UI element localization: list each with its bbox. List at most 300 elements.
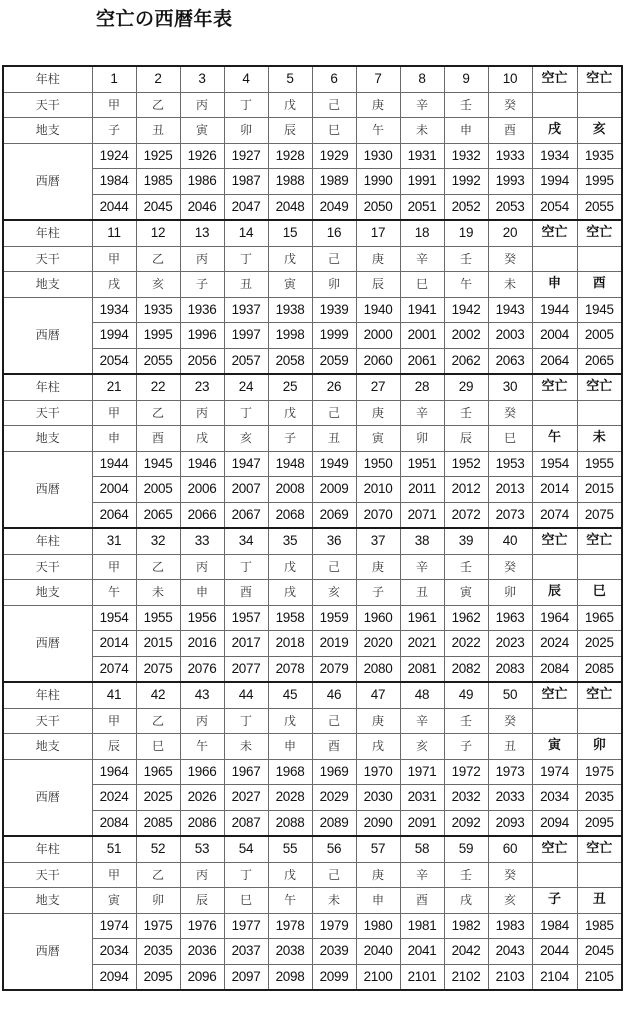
pillar-label: 年柱	[3, 836, 92, 862]
branch-cell: 酉	[488, 118, 532, 144]
year-cell: 2019	[312, 631, 356, 657]
kubou-header: 空亡	[577, 528, 622, 554]
stem-cell: 癸	[488, 246, 532, 272]
year-cell: 2051	[400, 194, 444, 220]
year-cell: 1960	[356, 605, 400, 631]
stem-cell: 戊	[268, 554, 312, 580]
year-cell: 1948	[268, 451, 312, 477]
kubou-header: 空亡	[532, 528, 577, 554]
year-cell: 2100	[356, 964, 400, 990]
year-row	[3, 913, 622, 939]
stem-cell: 丙	[180, 862, 224, 888]
stem-label: 天干	[3, 246, 92, 272]
pillar-number: 1	[92, 66, 136, 92]
pillar-number: 12	[136, 220, 180, 246]
year-cell: 1978	[268, 913, 312, 939]
branch-cell: 丑	[224, 272, 268, 298]
stem-cell: 甲	[92, 400, 136, 426]
year-cell: 1962	[444, 605, 488, 631]
year-cell: 1976	[180, 913, 224, 939]
pillar-number: 8	[400, 66, 444, 92]
year-cell: 2031	[400, 785, 444, 811]
branch-cell: 戌	[444, 888, 488, 914]
kubou-header: 空亡	[532, 66, 577, 92]
stem-cell: 辛	[400, 708, 444, 734]
pillar-label: 年柱	[3, 528, 92, 554]
stem-cell: 癸	[488, 708, 532, 734]
pillar-number: 39	[444, 528, 488, 554]
branch-cell: 卯	[400, 426, 444, 452]
pillar-number: 40	[488, 528, 532, 554]
kubou-branch: 丑	[577, 888, 622, 914]
year-cell: 2102	[444, 964, 488, 990]
year-row	[3, 785, 622, 811]
branch-cell: 辰	[268, 118, 312, 144]
stem-cell: 癸	[488, 554, 532, 580]
year-cell: 1983	[488, 913, 532, 939]
year-cell: 1967	[224, 759, 268, 785]
year-cell: 1934	[532, 143, 577, 169]
branch-cell: 未	[224, 734, 268, 760]
branch-label: 地支	[3, 272, 92, 298]
branch-label: 地支	[3, 426, 92, 452]
year-cell: 2003	[488, 323, 532, 349]
year-cell: 2059	[312, 348, 356, 374]
year-cell: 1965	[577, 605, 622, 631]
year-row	[3, 477, 622, 503]
stem-row	[3, 92, 622, 118]
branch-cell: 戌	[180, 426, 224, 452]
pillar-row	[3, 220, 622, 246]
stem-cell: 丙	[180, 708, 224, 734]
empty-cell	[532, 92, 577, 118]
branch-cell: 辰	[444, 426, 488, 452]
year-cell: 2064	[92, 502, 136, 528]
branch-row	[3, 118, 622, 144]
year-cell: 1986	[180, 169, 224, 195]
year-cell: 2007	[224, 477, 268, 503]
branch-cell: 子	[444, 734, 488, 760]
stem-cell: 壬	[444, 708, 488, 734]
year-cell: 1925	[136, 143, 180, 169]
branch-cell: 子	[92, 118, 136, 144]
year-cell: 2063	[488, 348, 532, 374]
year-cell: 2004	[92, 477, 136, 503]
year-cell: 2042	[444, 939, 488, 965]
year-cell: 2044	[532, 939, 577, 965]
year-cell: 1937	[224, 297, 268, 323]
year-cell: 1944	[532, 297, 577, 323]
year-cell: 1946	[180, 451, 224, 477]
branch-row	[3, 426, 622, 452]
year-cell: 1965	[136, 759, 180, 785]
kubou-branch: 未	[577, 426, 622, 452]
year-cell: 2069	[312, 502, 356, 528]
stem-cell: 戊	[268, 246, 312, 272]
year-cell: 2009	[312, 477, 356, 503]
year-row	[3, 169, 622, 195]
branch-cell: 申	[180, 580, 224, 606]
stem-cell: 己	[312, 246, 356, 272]
year-cell: 1996	[180, 323, 224, 349]
year-cell: 2089	[312, 810, 356, 836]
year-cell: 2088	[268, 810, 312, 836]
kubou-branch: 卯	[577, 734, 622, 760]
year-cell: 2084	[532, 656, 577, 682]
pillar-row	[3, 836, 622, 862]
year-cell: 1955	[577, 451, 622, 477]
pillar-row	[3, 528, 622, 554]
pillar-row	[3, 682, 622, 708]
year-cell: 1966	[180, 759, 224, 785]
pillar-number: 25	[268, 374, 312, 400]
stem-cell: 乙	[136, 554, 180, 580]
year-cell: 2045	[577, 939, 622, 965]
branch-cell: 寅	[444, 580, 488, 606]
year-cell: 2057	[224, 348, 268, 374]
branch-cell: 戌	[268, 580, 312, 606]
year-cell: 2006	[180, 477, 224, 503]
empty-cell	[577, 400, 622, 426]
pillar-number: 23	[180, 374, 224, 400]
stem-cell: 甲	[92, 246, 136, 272]
empty-cell	[577, 554, 622, 580]
pillar-number: 54	[224, 836, 268, 862]
stem-cell: 丙	[180, 246, 224, 272]
branch-label: 地支	[3, 118, 92, 144]
year-cell: 2062	[444, 348, 488, 374]
branch-cell: 寅	[92, 888, 136, 914]
branch-cell: 午	[180, 734, 224, 760]
year-cell: 2002	[444, 323, 488, 349]
pillar-number: 38	[400, 528, 444, 554]
branch-cell: 辰	[356, 272, 400, 298]
pillar-number: 19	[444, 220, 488, 246]
year-cell: 1941	[400, 297, 444, 323]
kubou-header: 空亡	[577, 374, 622, 400]
year-cell: 2045	[136, 194, 180, 220]
branch-cell: 巳	[224, 888, 268, 914]
year-row	[3, 605, 622, 631]
branch-label: 地支	[3, 734, 92, 760]
year-cell: 1985	[136, 169, 180, 195]
branch-cell: 亥	[488, 888, 532, 914]
year-cell: 1924	[92, 143, 136, 169]
pillar-number: 9	[444, 66, 488, 92]
pillar-number: 21	[92, 374, 136, 400]
year-cell: 2087	[224, 810, 268, 836]
year-cell: 2097	[224, 964, 268, 990]
year-cell: 2094	[532, 810, 577, 836]
year-cell: 2076	[180, 656, 224, 682]
year-cell: 2060	[356, 348, 400, 374]
year-cell: 2004	[532, 323, 577, 349]
year-cell: 1971	[400, 759, 444, 785]
empty-cell	[577, 246, 622, 272]
pillar-number: 49	[444, 682, 488, 708]
branch-cell: 申	[268, 734, 312, 760]
year-cell: 2065	[136, 502, 180, 528]
stem-label: 天干	[3, 554, 92, 580]
year-cell: 2073	[488, 502, 532, 528]
year-cell: 1979	[312, 913, 356, 939]
stem-cell: 戊	[268, 92, 312, 118]
year-row	[3, 759, 622, 785]
stem-cell: 丁	[224, 708, 268, 734]
kubou-branch: 寅	[532, 734, 577, 760]
branch-cell: 辰	[180, 888, 224, 914]
year-cell: 2061	[400, 348, 444, 374]
year-cell: 2098	[268, 964, 312, 990]
year-row	[3, 297, 622, 323]
stem-cell: 庚	[356, 400, 400, 426]
branch-cell: 巳	[136, 734, 180, 760]
year-cell: 2038	[268, 939, 312, 965]
year-cell: 1989	[312, 169, 356, 195]
stem-cell: 乙	[136, 862, 180, 888]
year-cell: 1995	[577, 169, 622, 195]
year-cell: 2039	[312, 939, 356, 965]
year-cell: 2001	[400, 323, 444, 349]
year-cell: 2044	[92, 194, 136, 220]
pillar-number: 26	[312, 374, 356, 400]
pillar-number: 57	[356, 836, 400, 862]
year-cell: 2013	[488, 477, 532, 503]
year-cell: 2103	[488, 964, 532, 990]
year-cell: 2047	[224, 194, 268, 220]
stem-row	[3, 246, 622, 272]
year-cell: 1993	[488, 169, 532, 195]
year-cell: 2105	[577, 964, 622, 990]
branch-cell: 午	[268, 888, 312, 914]
year-cell: 2035	[136, 939, 180, 965]
year-cell: 1975	[136, 913, 180, 939]
year-cell: 2029	[312, 785, 356, 811]
year-cell: 2025	[136, 785, 180, 811]
year-cell: 2035	[577, 785, 622, 811]
branch-cell: 亥	[400, 734, 444, 760]
stem-cell: 甲	[92, 92, 136, 118]
year-cell: 2085	[136, 810, 180, 836]
year-cell: 1969	[312, 759, 356, 785]
year-cell: 1942	[444, 297, 488, 323]
year-cell: 2071	[400, 502, 444, 528]
year-cell: 2079	[312, 656, 356, 682]
stem-cell: 辛	[400, 92, 444, 118]
kubou-header: 空亡	[577, 66, 622, 92]
year-cell: 2023	[488, 631, 532, 657]
year-cell: 1928	[268, 143, 312, 169]
year-cell: 2005	[577, 323, 622, 349]
year-cell: 2086	[180, 810, 224, 836]
stem-cell: 辛	[400, 862, 444, 888]
stem-cell: 壬	[444, 92, 488, 118]
year-cell: 2036	[180, 939, 224, 965]
year-cell: 1992	[444, 169, 488, 195]
year-cell: 2049	[312, 194, 356, 220]
pillar-number: 59	[444, 836, 488, 862]
pillar-label: 年柱	[3, 66, 92, 92]
year-cell: 1930	[356, 143, 400, 169]
stem-row	[3, 554, 622, 580]
branch-cell: 寅	[268, 272, 312, 298]
year-cell: 2068	[268, 502, 312, 528]
year-cell: 1952	[444, 451, 488, 477]
branch-cell: 酉	[312, 734, 356, 760]
pillar-number: 22	[136, 374, 180, 400]
year-cell: 1980	[356, 913, 400, 939]
pillar-number: 56	[312, 836, 356, 862]
stem-cell: 丁	[224, 862, 268, 888]
empty-cell	[577, 708, 622, 734]
year-cell: 1944	[92, 451, 136, 477]
stem-cell: 己	[312, 400, 356, 426]
year-cell: 1994	[532, 169, 577, 195]
year-cell: 2054	[532, 194, 577, 220]
year-cell: 1961	[400, 605, 444, 631]
pillar-number: 30	[488, 374, 532, 400]
stem-cell: 庚	[356, 862, 400, 888]
year-cell: 2084	[92, 810, 136, 836]
year-row	[3, 451, 622, 477]
year-cell: 1995	[136, 323, 180, 349]
stem-cell: 丁	[224, 246, 268, 272]
stem-cell: 庚	[356, 708, 400, 734]
branch-cell: 丑	[136, 118, 180, 144]
year-cell: 2052	[444, 194, 488, 220]
year-cell: 1987	[224, 169, 268, 195]
pillar-label: 年柱	[3, 374, 92, 400]
year-cell: 2091	[400, 810, 444, 836]
year-cell: 2083	[488, 656, 532, 682]
stem-cell: 甲	[92, 708, 136, 734]
kubou-header: 空亡	[532, 220, 577, 246]
branch-cell: 巳	[312, 118, 356, 144]
table-body	[3, 66, 622, 990]
year-cell: 1935	[577, 143, 622, 169]
pillar-number: 47	[356, 682, 400, 708]
year-cell: 1938	[268, 297, 312, 323]
stem-cell: 庚	[356, 92, 400, 118]
year-row	[3, 810, 622, 836]
kubou-header: 空亡	[577, 220, 622, 246]
year-cell: 1973	[488, 759, 532, 785]
stem-cell: 甲	[92, 862, 136, 888]
year-cell: 2053	[488, 194, 532, 220]
year-cell: 2016	[180, 631, 224, 657]
year-cell: 1927	[224, 143, 268, 169]
pillar-number: 34	[224, 528, 268, 554]
branch-cell: 卯	[136, 888, 180, 914]
year-cell: 1975	[577, 759, 622, 785]
year-cell: 1945	[136, 451, 180, 477]
stem-cell: 戊	[268, 400, 312, 426]
year-cell: 1950	[356, 451, 400, 477]
year-cell: 2022	[444, 631, 488, 657]
year-cell: 2104	[532, 964, 577, 990]
year-cell: 2085	[577, 656, 622, 682]
year-cell: 1956	[180, 605, 224, 631]
year-cell: 1963	[488, 605, 532, 631]
kubou-branch: 午	[532, 426, 577, 452]
year-cell: 2080	[356, 656, 400, 682]
branch-cell: 辰	[92, 734, 136, 760]
pillar-number: 37	[356, 528, 400, 554]
branch-cell: 卯	[224, 118, 268, 144]
branch-cell: 丑	[312, 426, 356, 452]
year-cell: 2043	[488, 939, 532, 965]
year-cell: 2011	[400, 477, 444, 503]
year-cell: 2096	[180, 964, 224, 990]
year-cell: 2028	[268, 785, 312, 811]
year-row	[3, 631, 622, 657]
pillar-number: 45	[268, 682, 312, 708]
pillar-number: 43	[180, 682, 224, 708]
stem-label: 天干	[3, 708, 92, 734]
stem-cell: 乙	[136, 92, 180, 118]
year-cell: 1926	[180, 143, 224, 169]
stem-cell: 丙	[180, 92, 224, 118]
branch-cell: 午	[92, 580, 136, 606]
year-cell: 2015	[136, 631, 180, 657]
year-cell: 1943	[488, 297, 532, 323]
stem-label: 天干	[3, 92, 92, 118]
year-cell: 1936	[180, 297, 224, 323]
year-cell: 1939	[312, 297, 356, 323]
year-cell: 2075	[136, 656, 180, 682]
year-cell: 1935	[136, 297, 180, 323]
year-cell: 2008	[268, 477, 312, 503]
year-cell: 1934	[92, 297, 136, 323]
year-row	[3, 502, 622, 528]
stem-cell: 己	[312, 554, 356, 580]
year-cell: 2074	[92, 656, 136, 682]
kubou-branch: 亥	[577, 118, 622, 144]
year-cell: 2050	[356, 194, 400, 220]
year-cell: 1964	[92, 759, 136, 785]
pillar-number: 20	[488, 220, 532, 246]
year-cell: 2095	[577, 810, 622, 836]
year-cell: 2066	[180, 502, 224, 528]
branch-cell: 申	[92, 426, 136, 452]
stem-cell: 壬	[444, 400, 488, 426]
year-cell: 1955	[136, 605, 180, 631]
stem-cell: 己	[312, 708, 356, 734]
kubou-branch: 子	[532, 888, 577, 914]
branch-cell: 申	[444, 118, 488, 144]
branch-cell: 子	[268, 426, 312, 452]
pillar-number: 13	[180, 220, 224, 246]
year-cell: 1982	[444, 913, 488, 939]
year-cell: 2034	[92, 939, 136, 965]
pillar-number: 3	[180, 66, 224, 92]
year-cell: 2000	[356, 323, 400, 349]
year-cell: 1932	[444, 143, 488, 169]
year-cell: 1974	[92, 913, 136, 939]
stem-cell: 戊	[268, 862, 312, 888]
pillar-row	[3, 66, 622, 92]
pillar-number: 7	[356, 66, 400, 92]
pillar-number: 53	[180, 836, 224, 862]
year-label: 西暦	[3, 451, 92, 528]
year-label: 西暦	[3, 605, 92, 682]
year-cell: 2092	[444, 810, 488, 836]
year-cell: 1997	[224, 323, 268, 349]
year-cell: 1998	[268, 323, 312, 349]
stem-cell: 丁	[224, 92, 268, 118]
stem-cell: 癸	[488, 400, 532, 426]
year-cell: 2010	[356, 477, 400, 503]
